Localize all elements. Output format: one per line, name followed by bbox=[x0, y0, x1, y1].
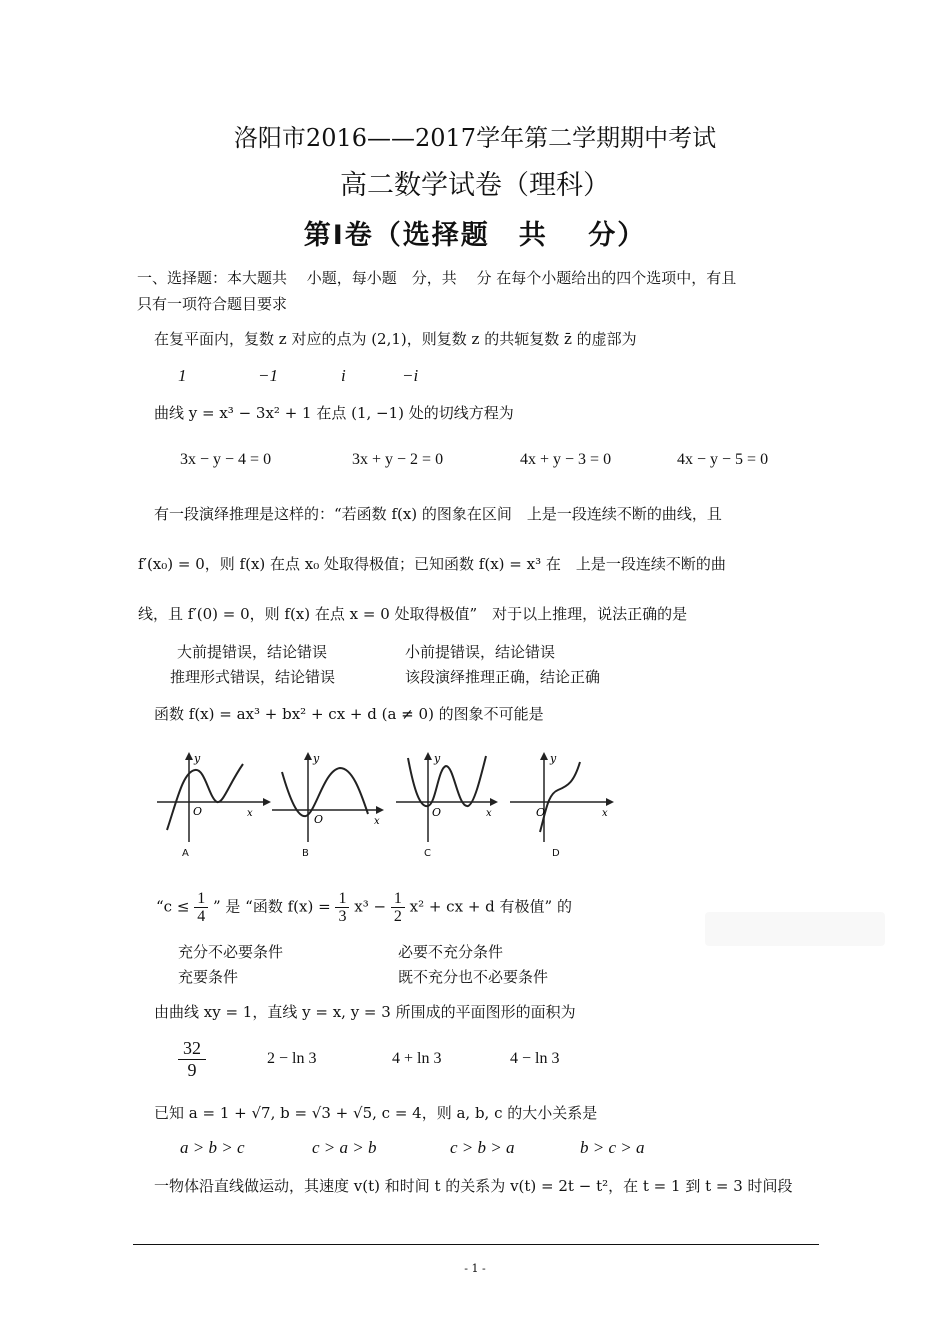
footer-rule bbox=[133, 1244, 819, 1245]
x-axis-label: x bbox=[602, 808, 608, 819]
question-7-text: 已知 a = 1 + √7, b = √3 + √5, c = 4，则 a, b, c 的大小关系是 bbox=[154, 1104, 598, 1122]
q3-option-c: 推理形式错误，结论错误 bbox=[170, 668, 336, 686]
q7-option-d: b > c > a bbox=[580, 1138, 645, 1157]
origin-label: O bbox=[314, 813, 324, 826]
y-axis-label: y bbox=[194, 752, 201, 765]
q3-option-a: 大前提错误，结论错误 bbox=[177, 643, 328, 661]
q5-option-c: 充要条件 bbox=[178, 968, 239, 986]
section-intro-line1: 一、选择题：本大题共 小题，每小题 分，共 分 在每个小题给出的四个选项中，有且 bbox=[137, 269, 737, 287]
graph-label-c: C bbox=[424, 848, 431, 859]
watermark bbox=[705, 912, 885, 946]
question-3-line2: f′(x₀) = 0，则 f(x) 在点 x₀ 处取得极值；已知函数 f(x) = x³ 在 上是一段连续不断的曲 bbox=[138, 555, 726, 573]
q5-fraction-half: $\frac{1}{2}$ bbox=[391, 890, 405, 925]
q1-option-a: 1 bbox=[178, 366, 187, 385]
q1-option-b: −1 bbox=[258, 366, 278, 385]
graph-label-d: D bbox=[552, 848, 560, 859]
exam-title: 洛阳市2016——2017学年第二学期期中考试 bbox=[233, 124, 717, 152]
q7-option-b: c > a > b bbox=[312, 1138, 377, 1157]
question-8-text: 一物体沿直线做运动，其速度 v(t) 和时间 t 的关系为 v(t) = 2t − t²，在 t = 1 到 t = 3 时间段 bbox=[154, 1177, 793, 1195]
q1-option-c: i bbox=[341, 366, 346, 385]
q3-option-d: 该段演绎推理正确，结论正确 bbox=[405, 668, 601, 686]
y-axis-label: y bbox=[550, 752, 557, 765]
question-5-text bbox=[156, 890, 572, 925]
q5-option-d: 既不充分也不必要条件 bbox=[398, 968, 549, 986]
q5-option-a: 充分不必要条件 bbox=[178, 943, 284, 961]
question-1-text: 在复平面内，复数 z 对应的点为 (2,1)，则复数 z 的共轭复数 z̄ 的虚部为 bbox=[154, 330, 637, 348]
x-axis-label: x bbox=[486, 808, 492, 819]
graph-option-b bbox=[270, 750, 390, 860]
question-6-text: 由曲线 xy = 1，直线 y = x, y = 3 所围成的平面图形的面积为 bbox=[154, 1003, 576, 1021]
y-axis-label: y bbox=[313, 752, 320, 765]
y-axis-arrow bbox=[424, 752, 432, 760]
origin-label: O bbox=[193, 805, 203, 818]
cubic-curve bbox=[167, 764, 243, 830]
q7-option-c: c > b > a bbox=[450, 1138, 515, 1157]
q6-option-b: 2 − ln 3 bbox=[267, 1050, 317, 1067]
y-axis-arrow bbox=[540, 752, 548, 760]
graph-option-a bbox=[155, 750, 275, 860]
exam-subtitle: 高二数学试卷（理科） bbox=[340, 170, 610, 201]
q3-option-b: 小前提错误，结论错误 bbox=[405, 643, 556, 661]
y-axis-arrow bbox=[185, 752, 193, 760]
x-axis-arrow bbox=[376, 806, 384, 814]
q2-option-a: 3x − y − 4 = 0 bbox=[180, 451, 272, 468]
y-axis-label: y bbox=[434, 752, 441, 765]
x-axis-arrow bbox=[606, 798, 614, 806]
question-2-text: 曲线 y = x³ − 3x² + 1 在点 (1, −1) 处的切线方程为 bbox=[154, 404, 514, 422]
q1-option-d: −i bbox=[402, 366, 419, 385]
question-4-text: 函数 f(x) = ax³ + bx² + cx + d (a ≠ 0) 的图象不可能是 bbox=[154, 705, 544, 723]
cubic-curve bbox=[282, 768, 368, 816]
page-number: - 1 - bbox=[464, 1262, 486, 1275]
q2-option-b: 3x + y − 2 = 0 bbox=[352, 451, 444, 468]
q5-open: “c ≤ bbox=[156, 897, 190, 916]
origin-label: O bbox=[432, 806, 442, 819]
q7-option-a: a > b > c bbox=[180, 1138, 245, 1157]
q2-option-d: 4x − y − 5 = 0 bbox=[677, 451, 769, 468]
question-3-line1: 有一段演绎推理是这样的：“若函数 f(x) 的图象在区间 上是一段连续不断的曲线，且 bbox=[154, 505, 722, 523]
y-axis-arrow bbox=[304, 752, 312, 760]
x-axis-label: x bbox=[374, 816, 380, 827]
graph-option-d bbox=[508, 750, 628, 860]
graph-option-c bbox=[394, 750, 514, 860]
q5-tail: x² + cx + d 有极值” 的 bbox=[409, 897, 572, 916]
x-axis-arrow bbox=[490, 798, 498, 806]
section-intro-line2: 只有一项符合题目要求 bbox=[137, 295, 288, 313]
x-axis-label: x bbox=[247, 808, 253, 819]
q5-fraction-third: $\frac{1}{3}$ bbox=[335, 890, 349, 925]
q5-option-b: 必要不充分条件 bbox=[398, 943, 504, 961]
graph-label-b: B bbox=[302, 848, 309, 859]
section-heading: 第Ⅰ卷（选择题 共 分） bbox=[303, 220, 647, 251]
q5-fraction-quarter: $\frac{1}{4}$ bbox=[194, 890, 208, 925]
origin-label: O bbox=[536, 806, 546, 819]
q5-mid: ” 是 “函数 f(x) = bbox=[212, 897, 331, 916]
q6-option-d: 4 − ln 3 bbox=[510, 1050, 560, 1067]
q2-option-c: 4x + y − 3 = 0 bbox=[520, 451, 612, 468]
graph-label-a: A bbox=[182, 848, 189, 859]
q5-x-cubed: x³ − bbox=[354, 897, 387, 916]
q6-option-a: 32 9 bbox=[178, 1038, 206, 1081]
curve bbox=[408, 756, 486, 806]
cubic-curve bbox=[540, 762, 580, 832]
question-3-line3: 线，且 f′(0) = 0，则 f(x) 在点 x = 0 处取得极值” 对于以上推理，说法正确的是 bbox=[138, 605, 688, 623]
q6-option-c: 4 + ln 3 bbox=[392, 1050, 442, 1067]
